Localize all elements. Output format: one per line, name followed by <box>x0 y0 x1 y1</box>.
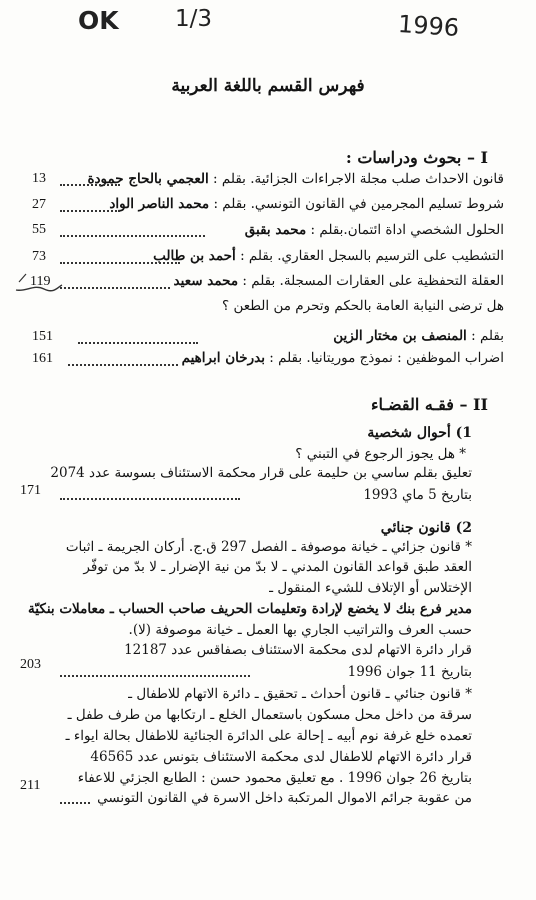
entry-author: أحمد بن طالب <box>153 248 236 264</box>
toc-entry <box>87 171 504 187</box>
entry-page: 27 <box>32 197 46 212</box>
body-line: الإختلاس أو الإتلاف للشيء المنقول ـ <box>269 580 472 596</box>
entry-page: 13 <box>32 171 46 186</box>
entry-author: بدرخان ابراهيم <box>181 350 265 366</box>
leader-dots <box>60 287 170 289</box>
section-1-heading: I – بحوث ودراسات : <box>345 148 488 167</box>
entry-text: العقلة التحفظية على العقارات المسجلة. بقلم : <box>242 273 504 289</box>
leader-dots <box>60 262 180 264</box>
body-line: بتاريخ 11 جوان 1996 <box>347 664 472 680</box>
entry-page: 211 <box>20 778 41 793</box>
section-2-heading: II – فقـه القضـاء <box>370 395 488 414</box>
body-line: من عقوبة جرائم الاموال المرتكبة داخل الاسرة في القانون التونسي <box>97 790 472 806</box>
entry-page: 73 <box>32 249 46 264</box>
entry-text: هل ترضى النيابة العامة بالحكم وتحرم من الطعن ؟ <box>221 298 504 314</box>
leader-dots <box>60 184 120 186</box>
toc-entry <box>109 196 504 212</box>
body-line: تعليق بقلم ساسي بن حليمة على قرار محكمة الاستئناف بسوسة عدد 2074 <box>50 465 472 481</box>
body-line: بتاريخ 26 جوان 1996 . مع تعليق محمود حسن : الطابع الجزئي للاعفاء <box>77 770 472 786</box>
entry-author: محمد بقبق <box>244 222 307 238</box>
entry-page: 171 <box>20 483 41 498</box>
toc-entry <box>333 328 504 344</box>
toc-entry <box>182 350 504 366</box>
entry-page: 151 <box>32 329 53 344</box>
entry-author: محمد سعيد <box>173 273 239 289</box>
leader-dots <box>60 802 90 804</box>
entry-text: شروط تسليم المجرمين في القانون التونسي. بقلم : <box>213 196 504 212</box>
body-line: سرقة من داخل محل مسكون باستعمال الخلع ـ ارتكابها من طرف طفل ـ <box>67 707 472 723</box>
entry-author: المنصف بن مختار الزين <box>333 328 467 344</box>
body-line: قرار دائرة الاتهام لدى محكمة الاستئناف بصفاقس عدد 12187 <box>124 642 472 658</box>
leader-dots <box>68 364 178 366</box>
body-line: * هل يجوز الرجوع في التبني ؟ <box>295 446 466 462</box>
toc-entry <box>153 248 504 264</box>
subsection-heading: 1) أحوال شخصية <box>367 425 472 441</box>
entry-author: محمد الناصر الواد <box>109 196 210 212</box>
body-line: قرار دائرة الاتهام للاطفال لدى محكمة الاستئناف بتونس عدد 46565 <box>90 749 472 765</box>
leader-dots <box>60 235 205 237</box>
year-mark: 1996 <box>397 9 460 43</box>
page-title: فهرس القسم باللغة العربية <box>171 76 365 96</box>
body-line: بتاريخ 5 ماي 1993 <box>363 487 472 503</box>
entry-text: التشطيب على الترسيم بالسجل العقاري. بقلم : <box>240 248 504 264</box>
fraction-mark: 1/3 <box>175 6 213 32</box>
subsection-heading: 2) قانون جنائي <box>380 520 472 536</box>
entry-author: العجمي بالحاج حمودة <box>87 171 209 187</box>
leader-dots <box>78 342 198 344</box>
toc-entry <box>245 222 504 238</box>
toc-entry <box>174 273 504 289</box>
entry-page: 55 <box>32 222 46 237</box>
body-line: * قانون جنائي ـ قانون أحداث ـ تحقيق ـ دائرة الاتهام للاطفال ـ <box>128 686 472 702</box>
body-line: مدير فرع بنك لا يخضع لإرادة وتعليمات الحريف صاحب الحساب ـ معاملات بنكيّة <box>28 601 472 617</box>
entry-text: بقلم : <box>471 328 504 344</box>
toc-entry <box>222 298 504 314</box>
entry-text: الحلول الشخصي اداة ائتمان.بقلم : <box>310 222 504 238</box>
entry-page: 161 <box>32 351 53 366</box>
handwritten-underline <box>14 270 64 296</box>
entry-page: 203 <box>20 657 41 672</box>
entry-page: 119 <box>30 274 51 289</box>
body-line: تعمده خلع غرفة نوم أبيه ـ إحالة على الدائرة الجنائية للاطفال بحالة ايواء ـ <box>65 728 472 744</box>
entry-text: قانون الاحداث صلب مجلة الاجراءات الجزائية. بقلم : <box>213 171 504 187</box>
body-line: * قانون جزائي ـ خيانة موصوفة ـ الفصل 297 ق.ج. أركان الجريمة ـ اثبات <box>65 539 472 555</box>
body-line: حسب العرف والتراتيب الجاري بها العمل ـ خيانة موصوفة (لا). <box>128 622 472 638</box>
body-line: العقد طبق قواعد القانون المدني ـ لا بدّ من نية الإضرار ـ لا بدّ من توفّر <box>83 559 472 575</box>
leader-dots <box>60 210 120 212</box>
leader-dots <box>60 498 240 500</box>
ok-mark: OK <box>78 6 119 35</box>
entry-text: اضراب الموظفين : نموذج موريتانيا. بقلم : <box>269 350 504 366</box>
leader-dots <box>60 675 250 677</box>
